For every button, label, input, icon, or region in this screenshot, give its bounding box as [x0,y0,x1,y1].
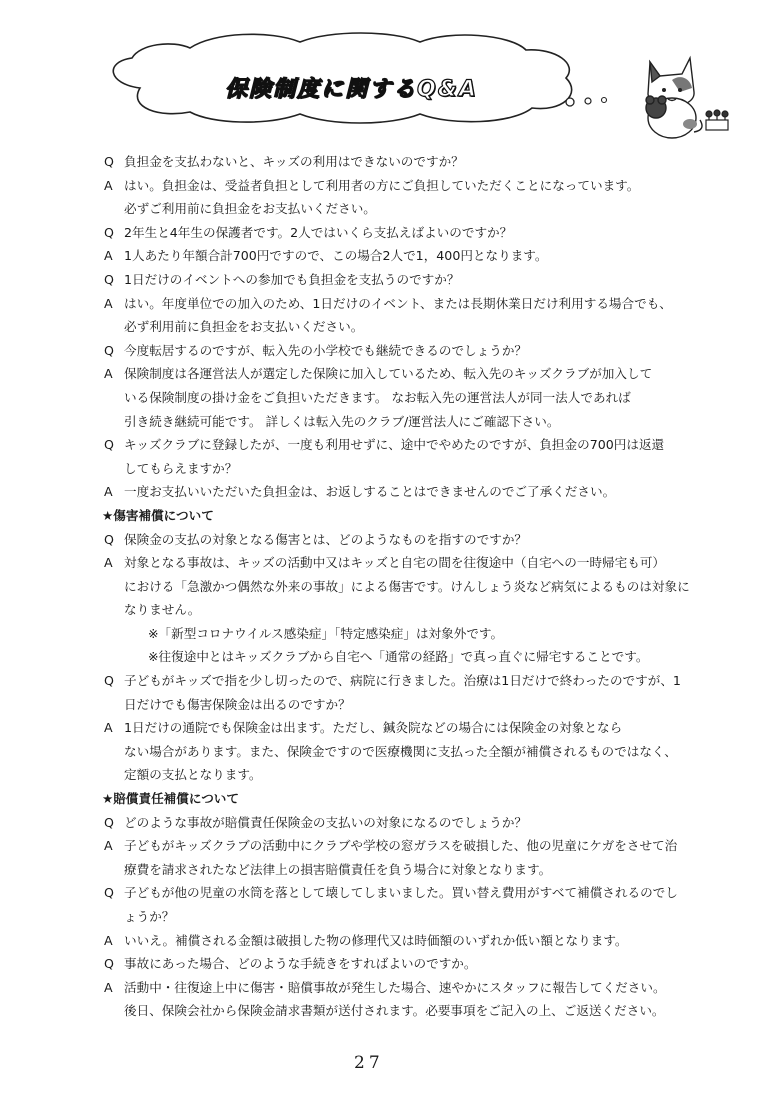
section-heading [100,787,700,811]
continuation-line [100,598,700,622]
answer-marker: A [104,295,113,311]
answer-marker: A [104,838,113,854]
page-number: 27 [354,1053,384,1073]
answer-line [100,976,700,1000]
line-text: 保険金の支払の対象となる傷害とは、どのようなものを指すのですか？ [124,531,527,547]
continuation-line [100,999,700,1023]
line-text: ★傷害補償について [102,507,214,523]
line-text: における「急激かつ偶然な外来の事故」による傷害です。けんしょう炎など病気によるものは対象に [124,578,690,594]
line-text: はい。年度単位での加入のため、1日だけのイベント、または長期休業日だけ利用する場合でも、 [124,295,672,311]
line-text: 引き続き継続可能です。 詳しくは転入先のクラブ/運営法人にご確認下さい。 [124,413,560,429]
question-line [100,150,700,174]
qa-list [100,150,700,1023]
line-text: 保険制度は各運営法人が選定した保険に加入しているため、転入先のキッズクラブが加入して [124,366,653,382]
answer-line [100,716,700,740]
line-text: 1日だけの通院でも保険金は出ます。ただし、鍼灸院などの場合には保険金の対象となら [124,720,623,736]
continuation-line [100,575,700,599]
question-line [100,881,700,905]
continuation-line [100,763,700,787]
line-text: いる保険制度の掛け金をご負担いただきます。 なお転入先の運営法人が同一法人であれば [124,389,631,405]
continuation-line [100,622,700,646]
question-marker: Q [104,437,114,453]
section-heading [100,504,700,528]
line-text: 子どもが他の児童の水筒を落として壊してしまいました。買い替え費用がすべて補償されるのでし [124,885,678,901]
line-text: いいえ。補償される金額は破損した物の修理代又は時価額のいずれか低い額となります。 [124,932,628,948]
question-line [100,339,700,363]
answer-marker: A [104,979,113,995]
continuation-line [100,740,700,764]
line-text: ょうか？ [124,909,175,924]
line-text: ない場合があります。また、保険金ですので医療機関に支払った全額が補償されるものではなく、 [124,743,677,759]
question-marker: Q [104,956,114,972]
line-text: なりません。 [124,602,201,618]
continuation-line [100,410,700,434]
question-marker: Q [104,224,114,240]
page-title: 保険制度に関するQ&A [225,77,478,102]
line-text: 負担金を支払わないと、キッズの利用はできないのですか？ [124,154,464,169]
answer-line [100,244,700,268]
line-text: 定額の支払となります。 [124,767,262,783]
line-text: 1日だけのイベントへの参加でも負担金を支払うのですか？ [124,271,460,287]
continuation-line [100,197,700,221]
answer-line [100,362,700,386]
line-text: 一度お支払いいただいた負担金は、お返しすることはできませんのでご了承ください。 [124,484,616,500]
line-text: はい。負担金は、受益者負担として利用者の方にご負担していただくことになっています。 [124,177,640,193]
answer-marker: A [104,177,113,193]
continuation-line [100,386,700,410]
line-text: 子どもがキッズクラブの活動中にクラブや学校の窓ガラスを破損した、他の児童にケガをさせて治 [124,838,678,854]
line-text: してもらえますか？ [124,460,238,476]
line-text: 活動中・往復途上中に傷害・賠償事故が発生した場合、速やかにスタッフに報告してください。 [124,979,666,995]
question-marker: Q [104,154,114,169]
question-marker: Q [104,673,114,689]
line-text: どのような事故が賠償責任保険金の支払いの対象になるのでしょうか？ [124,814,527,830]
line-text: 必ずご利用前に負担金をお支払いください。 [124,201,376,217]
continuation-line [100,905,700,929]
line-text: キッズクラブに登録したが、一度も利用せずに、途中でやめたのですが、負担金の700円は返還 [124,437,665,453]
line-text: ★賠償責任補償について [102,791,239,807]
continuation-line [100,315,700,339]
continuation-line [100,858,700,882]
question-marker: Q [104,814,114,830]
question-line [100,952,700,976]
answer-marker: A [104,366,113,382]
answer-line [100,480,700,504]
continuation-line [100,645,700,669]
answer-line [100,551,700,575]
line-text: ※「新型コロナウイルス感染症」「特定感染症」は対象外です。 [148,625,504,641]
question-line [100,268,700,292]
line-text: 日だけでも傷害保険金は出るのですか？ [124,696,351,712]
line-text: 子どもがキッズで指を少し切ったので、病院に行きました。治療は1日だけで終わったのですが、1 [124,673,681,689]
line-text: 療費を請求されたなど法律上の損害賠償責任を負う場合に対象となります。 [124,861,552,877]
answer-line [100,292,700,316]
cat-icon [646,58,702,138]
line-text: 後日、保険会社から保険金請求書類が送付されます。必要事項をご記入の上、ご返送ください。 [124,1003,665,1019]
line-text: ※往復途中とはキッズクラブから自宅へ「通常の経路」で真っ直ぐに帰宅することです。 [148,649,649,665]
question-line [100,669,700,693]
line-text: 2年生と4年生の保護者です。2人ではいくら支払えばよいのですか？ [124,224,513,240]
question-line [100,528,700,552]
line-text: 今度転居するのですが、転入先の小学校でも継続できるのでしょうか？ [124,342,527,358]
line-text: 必ず利用前に負担金をお支払いください。 [124,319,364,335]
flower-pot-icon [706,110,728,130]
question-marker: Q [104,531,114,547]
continuation-line [100,693,700,717]
question-line [100,433,700,457]
answer-line [100,929,700,953]
answer-line [100,174,700,198]
answer-marker: A [104,720,113,736]
answer-line [100,834,700,858]
question-marker: Q [104,342,114,358]
line-text: 対象となる事故は、キッズの活動中又はキッズと自宅の間を往復途中（自宅への一時帰宅も可） [124,555,666,571]
answer-marker: A [104,484,113,500]
line-text: 1人あたり年額合計700円ですので、この場合2人で1，400円となります。 [124,248,548,264]
continuation-line [100,457,700,481]
question-line [100,221,700,245]
answer-marker: A [104,932,113,948]
page-header [0,0,780,150]
question-marker: Q [104,885,114,901]
answer-marker: A [104,555,113,571]
question-line [100,811,700,835]
answer-marker: A [104,248,113,264]
question-marker: Q [104,271,114,287]
line-text: 事故にあった場合、どのような手続きをすればよいのですか。 [124,956,477,972]
